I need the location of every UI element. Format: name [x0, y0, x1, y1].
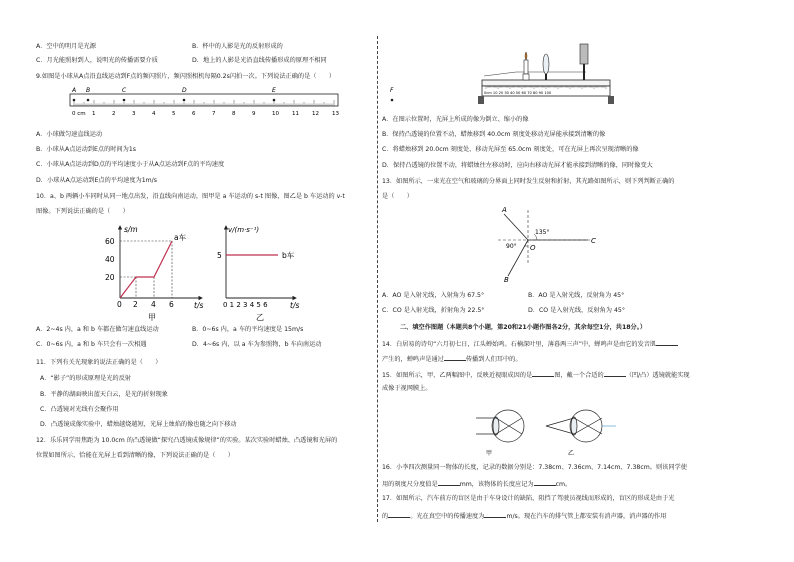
graph-jia-ytick-40: 40 — [105, 255, 115, 264]
ruler-figure — [66, 86, 394, 122]
q9-stem: 9.如图是小球从A点沿直线运动到F点的频闪照片，频闪照相机每隔0.2s闪拍一次。下列说法正确的是（ ） — [36, 73, 336, 80]
graph-jia — [100, 222, 210, 322]
q13-option-a: A．AO 是入射光线，入射角为 67.5° — [382, 292, 485, 299]
q13-option-b: B．AO 是入射光线，反射角为 45° — [528, 292, 625, 299]
q12-option-b: B．保持凸透镜的位置不动，蜡烛移到 40.0cm 刻度处移动光屏能承接到清晰的像 — [382, 131, 606, 138]
angle-135-label: 135° — [535, 229, 550, 236]
ruler-tick-label: 0 cm — [72, 111, 86, 117]
q11-option-d: D．凸透镜成像实验中，蜡烛越烧越短，光屏上烛焰的像也随之向下移动 — [40, 421, 237, 428]
graph-yi-ytick-5: 5 — [217, 251, 222, 260]
ruler-tick-label: 12 — [312, 111, 319, 117]
q9-option-a: A．小球做匀速直线运动 — [36, 131, 103, 138]
q12-option-a: A．在图示位置时，光屏上所成的像为倒立、缩小的像 — [382, 116, 529, 123]
ruler-tick-label: 10 — [272, 111, 279, 117]
ruler-point-label: C — [122, 87, 127, 94]
graph-jia-ytick-60: 60 — [105, 237, 115, 246]
graph-yi-xticks: 0 1 2 3 4 5 6 — [223, 301, 268, 309]
q10-option-d: D．4~6s 内，以 a 车为参照物，b 车向南运动 — [192, 341, 322, 348]
q17-blank-1[interactable] — [388, 511, 410, 518]
q11-stem: 11．下列有关光现象的说法正确的是（ ） — [36, 359, 162, 366]
ruler-ball — [183, 99, 186, 102]
q12-stem-line2: 位置如图所示，恰能在光屏上看到清晰的像，下列说法正确的是（ ） — [36, 452, 234, 459]
q11-option-c: C．凸透镜对光线有会聚作用 — [40, 406, 119, 413]
graph-yi-xlabel: t/s — [290, 301, 300, 310]
ruler-tick-label: 4 — [152, 111, 156, 117]
ruler-point-label: D — [182, 87, 187, 94]
q16-blank-2[interactable] — [534, 479, 556, 486]
q10-option-a: A．2~4s 内，a 和 b 车都在做匀速直线运动 — [36, 326, 159, 333]
q15-line1: 15．如图所示，甲、乙两幅图中，反映近视眼成因的是 图，戴一个合适的 （凹/凸）透镜就能实现 — [382, 372, 690, 379]
light-path-figure — [490, 202, 610, 282]
ruler-tick-label: 8 — [232, 111, 236, 117]
graph-jia-xtick-4: 4 — [151, 300, 156, 309]
bench-scale-labels: 0cm 10 20 30 40 50 60 70 80 90 100 — [484, 91, 552, 95]
q17-line1: 17．如图所示，汽车前方的盲区是由于车身设计的缺陷，阻挡了驾驶员视线而形成的，盲区的形成是由于光 — [382, 495, 675, 502]
ruler-tick-label: 2 — [112, 111, 116, 117]
ruler-tick-label: 5 — [172, 111, 176, 117]
graph-yi-series-label: b车 — [282, 251, 295, 260]
graph-jia-ylabel: s/m — [124, 225, 138, 234]
q14-blank-2[interactable] — [444, 354, 466, 361]
q17-line2: 的 。光在真空中的传播速度为 m/s。现在汽车的排气管上都安装有消声器，消声器的作用 — [382, 513, 667, 520]
q14-line1: 14．白居易的诗句“六月初七日，江头蝉始鸣。石楠深叶里，薄暮两三声”中，蝉鸣声是由它的发音肌 — [382, 339, 678, 349]
graph-jia-xtick-6: 6 — [169, 300, 174, 309]
ruler-tick-label: 7 — [212, 111, 216, 117]
q8-option-c: C．月光能照射到人，说明光的传播需要介质 — [36, 57, 158, 64]
q8-option-a: A．空中的明月是光源 — [36, 43, 96, 50]
q9-option-c: C．小球从A点运动到D点的平均速度小于从A点运动到F点的平均速度 — [36, 161, 225, 168]
q16-line2: 用的刻度尺分度值是 mm，该物体的长度应记为 cm。 — [382, 481, 572, 488]
q12-stem-line1: 12．乐乐同学用焦距为 10.0cm 的凸透镜做“探究凸透镜成像规律”的实验。某次实验时蜡烛、凸透镜和光屏的 — [36, 437, 338, 444]
light-point-b: B — [504, 276, 509, 284]
q10-stem-line1: 10．a、b 两辆小车同时从同一地点出发，沿直线向南运动，图甲是 a 车运动的 s-t 图像，图乙是 b 车运动的 v-t — [36, 193, 345, 200]
q11-option-b: B．平静的湖面映出蓝天白云，是光的折射现象 — [40, 391, 168, 398]
ruler-point-label: A — [72, 87, 77, 94]
graph-jia-xlabel: t/s — [194, 301, 204, 310]
graph-yi — [212, 222, 322, 322]
graph-yi-caption: 乙 — [256, 313, 264, 322]
ruler-point-label: E — [272, 87, 276, 94]
q8-option-b: B．杯中的人影是光的反射形成的 — [192, 43, 283, 50]
eye-figures — [476, 400, 636, 458]
q16-blank-1[interactable] — [438, 479, 460, 486]
q9-option-d: D．小球从A点运动到E点的平均速度为1m/s — [36, 177, 157, 184]
q8-option-d: D．地上的人影是光沿直线传播形成的原理不相同 — [192, 57, 327, 64]
q12-option-d: D．保持凸透镜的位置不动，将蜡烛往左移动时，应向右移动光屏才能承接到清晰的像，同时像变大 — [382, 162, 653, 169]
ruler-point-label: F — [390, 87, 394, 94]
ruler-tick-label: 1 — [92, 111, 96, 117]
q15-blank-2[interactable] — [604, 370, 626, 377]
q9-option-b: B．小球从A点运动到E点的时间为1s — [36, 146, 136, 153]
q13-stem: 13．如图所示，一束光在空气和玻璃的分界面上同时发生反射和折射，其光路如图所示，则下列判断正确的 — [382, 178, 675, 185]
ruler-ball — [391, 99, 394, 102]
column-divider — [377, 36, 378, 522]
ruler-tick-label: 11 — [292, 111, 299, 117]
q10-option-c: C．0~6s 内，a 和 b 车只会有一次相遇 — [36, 341, 147, 348]
light-point-c: C — [591, 237, 596, 245]
q13-stem-line2: 是（ ） — [382, 193, 413, 200]
ruler-ball — [73, 99, 76, 102]
q14-line2: 产生的，蝉鸣声是通过 传播到人们耳中的。 — [382, 356, 522, 363]
q10-option-b: B．0~6s 内，a 车的平均速度是 15m/s — [192, 326, 304, 333]
q11-option-a: A．“影子”的形成原理是光的反射 — [40, 375, 132, 382]
q13-option-d: D．CO 是入射光线，反射角为 45° — [528, 307, 625, 314]
graph-jia-xtick-2: 2 — [133, 300, 138, 309]
q10-stem-line2: 图像。下列说法正确的是（ ） — [36, 208, 129, 215]
ruler-ball — [87, 99, 90, 102]
eye-caption-jia: 甲 — [486, 450, 493, 457]
eye-caption-yi: 乙 — [568, 450, 575, 457]
section-2-heading: 二、填空作图题（本题共8个小题，第20和21小题作图各2分，其余每空1分，共18分。） — [400, 324, 647, 331]
light-point-o: O — [530, 244, 536, 252]
ruler-tick-label: 9 — [252, 111, 256, 117]
graph-jia-xtick-0: 0 — [117, 300, 122, 309]
angle-90-label: 90° — [506, 243, 517, 250]
q17-blank-2[interactable] — [484, 511, 506, 518]
light-point-a: A — [502, 206, 507, 214]
ruler-point-label: B — [86, 87, 91, 94]
ruler-tick-label: 3 — [132, 111, 136, 117]
graph-jia-caption: 甲 — [148, 313, 156, 322]
q12-option-c: C．将蜡烛移到 20.0cm 刻度处，移动光屏至 65.0cm 刻度处，可在光屏上再次呈现清晰的像 — [382, 146, 639, 153]
graph-jia-ytick-20: 20 — [105, 273, 115, 282]
q14-blank-1[interactable] — [656, 339, 678, 346]
q16-line1: 16．小李四次测量同一物体的长度，记录的数据分别是：7.38cm、7.36cm、7.14cm、7.38cm。则该同学使 — [382, 464, 687, 471]
ruler-ball — [273, 99, 276, 102]
graph-yi-ylabel: v/(m·s⁻¹) — [228, 226, 260, 234]
graph-jia-series-label: a车 — [174, 233, 187, 242]
q15-blank-1[interactable] — [532, 370, 554, 377]
ruler-tick-label: 13 — [332, 111, 339, 117]
ruler-tick-label: 6 — [192, 111, 196, 117]
ruler-ball — [123, 99, 126, 102]
q15-line2: 成像于视网膜上。 — [382, 385, 432, 392]
optical-bench-figure — [470, 40, 620, 106]
q13-option-c: C．CO 是入射光线，折射角为 22.5° — [382, 307, 485, 314]
